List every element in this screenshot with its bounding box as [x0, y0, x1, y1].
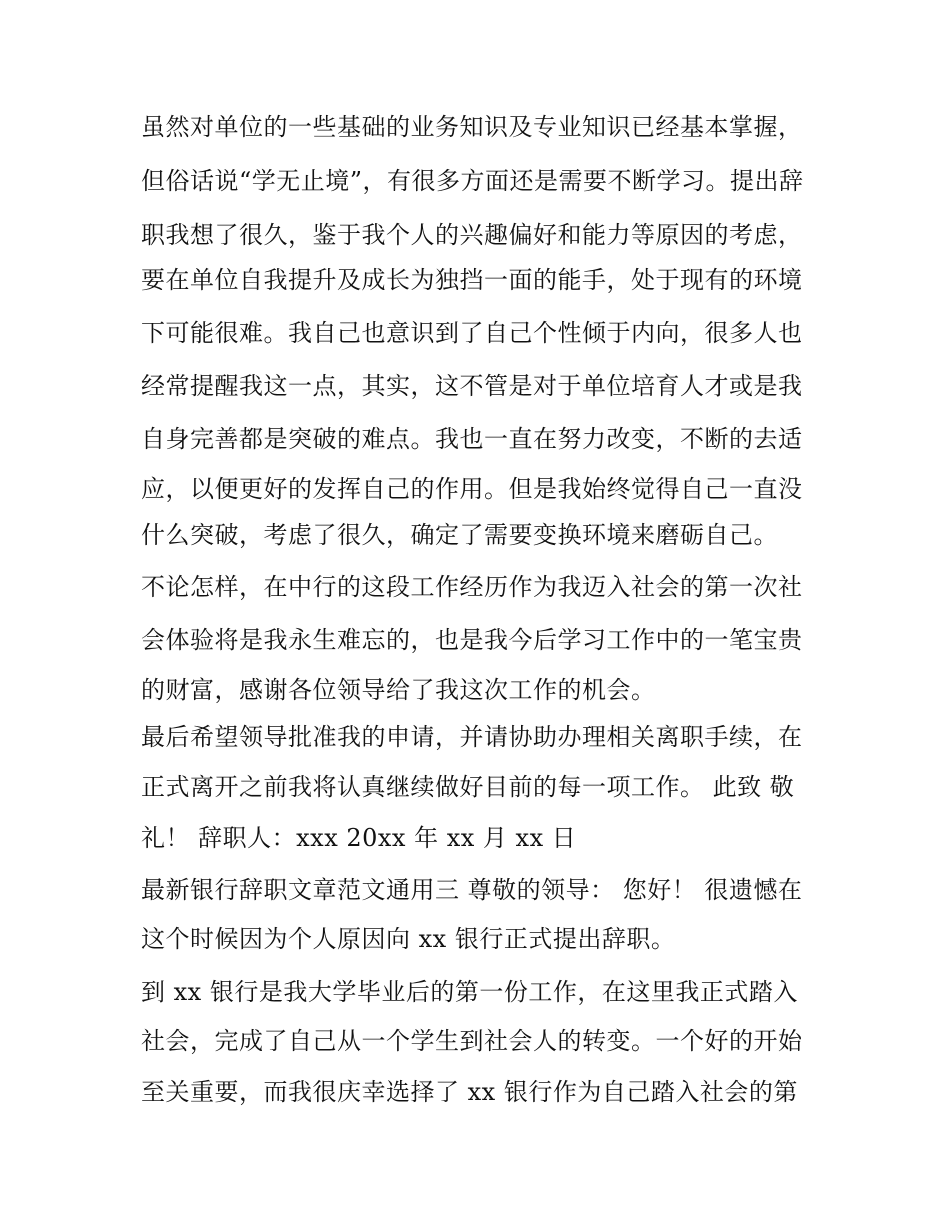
text-line: 的财富，感谢各位领导给了我这次工作的机会。: [141, 676, 656, 704]
text-line: 到 xx 银行是我大学毕业后的第一份工作，在这里我正式踏入: [141, 978, 798, 1006]
text-line: 最新银行辞职文章范文通用三 尊敬的领导： 您好！ 很遗憾在: [141, 876, 803, 904]
text-line: 至关重要，而我很庆幸选择了 xx 银行作为自己踏入社会的第: [141, 1078, 798, 1106]
text-line: 职我想了很久，鉴于我个人的兴趣偏好和能力等原因的考虑，: [141, 221, 803, 249]
text-line: 什么突破，考虑了很久，确定了需要变换环境来磨砺自己。: [141, 521, 778, 549]
text-line: 下可能很难。我自己也意识到了自己个性倾于内向，很多人也: [141, 319, 803, 347]
text-line: 要在单位自我提升及成长为独挡一面的能手，处于现有的环境: [141, 266, 803, 294]
text-line: 不论怎样，在中行的这段工作经历作为我迈入社会的第一次社: [141, 573, 803, 601]
text-line: 虽然对单位的一些基础的业务知识及专业知识已经基本掌握，: [141, 113, 803, 141]
text-line: 最后希望领导批准我的申请，并请协助办理相关离职手续，在: [141, 723, 803, 751]
text-line: 礼！ 辞职人：xxx 20xx 年 xx 月 xx 日: [141, 824, 577, 852]
text-line: 应，以便更好的发挥自己的作用。但是我始终觉得自己一直没: [141, 475, 803, 503]
text-line: 自身完善都是突破的难点。我也一直在努力改变，不断的去适: [141, 425, 803, 453]
text-line: 会体验将是我永生难忘的，也是我今后学习工作中的一笔宝贵: [141, 626, 803, 654]
text-line: 经常提醒我这一点，其实，这不管是对于单位培育人才或是我: [141, 372, 803, 400]
text-line: 这个时候因为个人原因向 xx 银行正式提出辞职。: [141, 925, 676, 953]
text-line: 社会，完成了自己从一个学生到社会人的转变。一个好的开始: [141, 1027, 803, 1055]
text-line: 正式离开之前我将认真继续做好目前的每一项工作。 此致 敬: [141, 773, 795, 801]
text-line: 但俗话说“学无止境”，有很多方面还是需要不断学习。提出辞: [141, 167, 804, 195]
